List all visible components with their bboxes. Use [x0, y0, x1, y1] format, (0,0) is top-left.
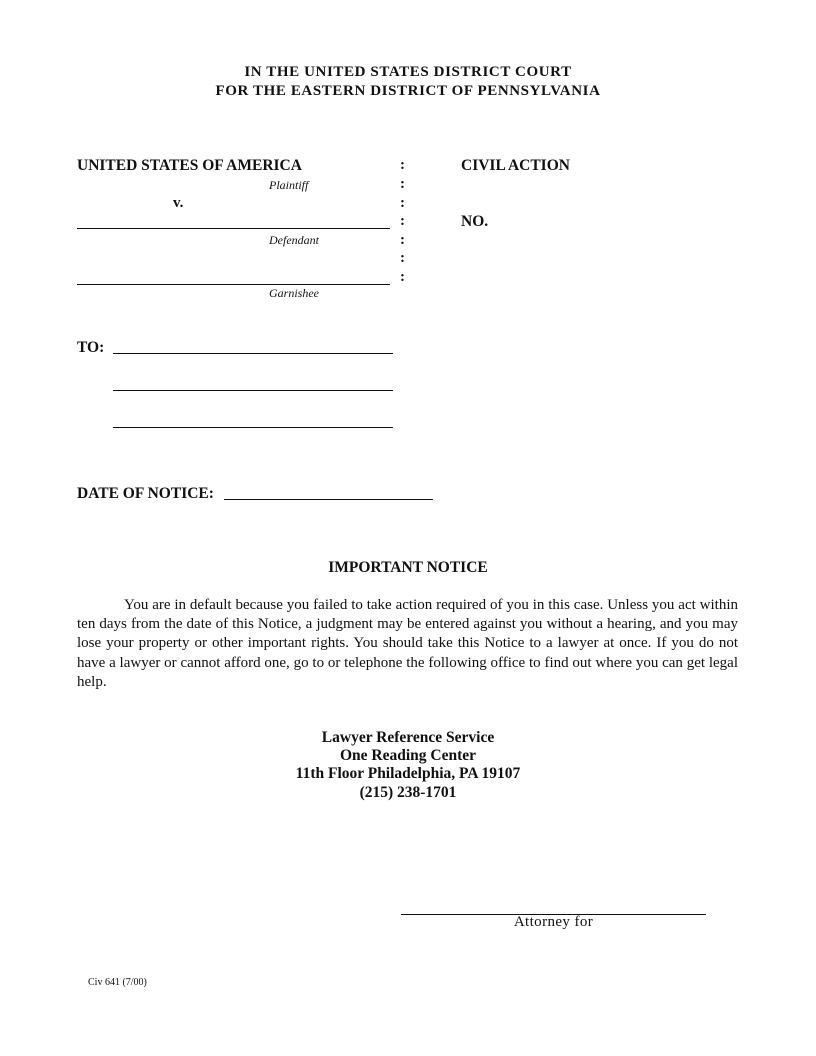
notice-title: IMPORTANT NOTICE: [328, 559, 488, 576]
plaintiff-label: Plaintiff: [269, 178, 309, 192]
address-line-1[interactable]: [113, 353, 393, 354]
caption-separator: :: [400, 176, 405, 192]
caption-separator: :: [400, 232, 405, 248]
court-header-line-1: IN THE UNITED STATES DISTRICT COURT: [244, 64, 572, 80]
to-label: TO:: [77, 339, 105, 356]
civil-action-label: CIVIL ACTION: [461, 157, 570, 174]
caption-separator: :: [400, 269, 405, 285]
service-phone: (215) 238-1701: [359, 784, 457, 801]
court-header-line-2: FOR THE EASTERN DISTRICT OF PENNSYLVANIA: [215, 83, 601, 99]
plaintiff-name: UNITED STATES OF AMERICA: [77, 157, 302, 174]
caption-separator: :: [400, 213, 405, 229]
garnishee-name-line[interactable]: [77, 284, 390, 285]
case-number-label: NO.: [461, 213, 489, 230]
notice-body: You are in default because you failed to take action required of you in this case. Unless you act within ten days from the date of this Notice, a judgment may be entered against you without a hearing, and you may lose your property or other important rights. You should take this Notice to a lawyer at once. If you do not have a lawyer or cannot afford one, go to or telephone the following office to find out where you can get legal help.: [77, 597, 738, 690]
date-of-notice-label: DATE OF NOTICE:: [77, 485, 214, 502]
defendant-label: Defendant: [269, 233, 319, 247]
versus-label: v.: [173, 195, 184, 211]
caption-separator: :: [400, 250, 405, 266]
address-line-3[interactable]: [113, 427, 393, 428]
address-line-2[interactable]: [113, 390, 393, 391]
form-id: Civ 641 (7/00): [88, 977, 147, 988]
service-address: 11th Floor Philadelphia, PA 19107: [295, 765, 521, 782]
garnishee-label: Garnishee: [269, 286, 319, 300]
defendant-name-line[interactable]: [77, 228, 390, 229]
service-building: One Reading Center: [339, 747, 477, 764]
date-of-notice-line[interactable]: [224, 499, 433, 500]
service-name: Lawyer Reference Service: [321, 729, 495, 746]
signature-label: Attorney for: [513, 914, 594, 930]
caption-separator: :: [400, 157, 405, 173]
caption-separator: :: [400, 195, 405, 211]
